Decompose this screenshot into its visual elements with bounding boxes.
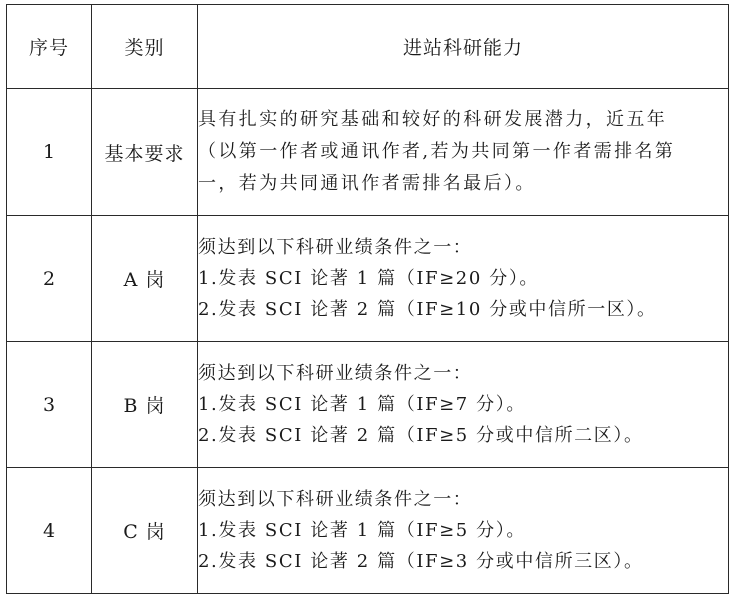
- requirements-table: [6, 4, 729, 594]
- row-category: C 岗: [92, 468, 198, 594]
- table-row: [7, 89, 729, 216]
- row-category: 基本要求: [92, 89, 198, 216]
- row-category: A 岗: [92, 216, 198, 342]
- table-row: [7, 342, 729, 468]
- ability-line: 2.发表 SCI 论著 2 篇（IF≥3 分或中信所三区）。: [198, 551, 644, 572]
- ability-line: 1.发表 SCI 论著 1 篇（IF≥5 分）。: [198, 520, 526, 541]
- row-index: 4: [7, 468, 92, 594]
- header-row: [7, 5, 729, 89]
- row-ability: [198, 342, 729, 468]
- header-ability: 进站科研能力: [198, 5, 729, 89]
- ability-line: 一，若为共同通讯作者需排名最后）。: [198, 173, 536, 194]
- header-category: 类别: [92, 5, 198, 89]
- ability-line: （以第一作者或通讯作者,若为共同第一作者需排名第: [198, 141, 676, 162]
- ability-line: 须达到以下科研业绩条件之一：: [198, 489, 473, 510]
- ability-line: 须达到以下科研业绩条件之一：: [198, 237, 473, 258]
- ability-line: 1.发表 SCI 论著 1 篇（IF≥7 分）。: [198, 394, 526, 415]
- ability-line: 须达到以下科研业绩条件之一：: [198, 363, 473, 384]
- ability-line: 2.发表 SCI 论著 2 篇（IF≥5 分或中信所二区）。: [198, 425, 644, 446]
- row-ability: [198, 468, 729, 594]
- header-index: 序号: [7, 5, 92, 89]
- ability-line: 1.发表 SCI 论著 1 篇（IF≥20 分）。: [198, 268, 540, 289]
- row-index: 1: [7, 89, 92, 216]
- ability-line: 2.发表 SCI 论著 2 篇（IF≥10 分或中信所一区）。: [198, 299, 657, 320]
- row-index: 2: [7, 216, 92, 342]
- table-row: [7, 216, 729, 342]
- row-ability: [198, 216, 729, 342]
- table-row: [7, 468, 729, 594]
- row-ability: [198, 89, 729, 216]
- ability-line: 具有扎实的研究基础和较好的科研发展潜力，近五年: [198, 109, 668, 130]
- row-category: B 岗: [92, 342, 198, 468]
- row-index: 3: [7, 342, 92, 468]
